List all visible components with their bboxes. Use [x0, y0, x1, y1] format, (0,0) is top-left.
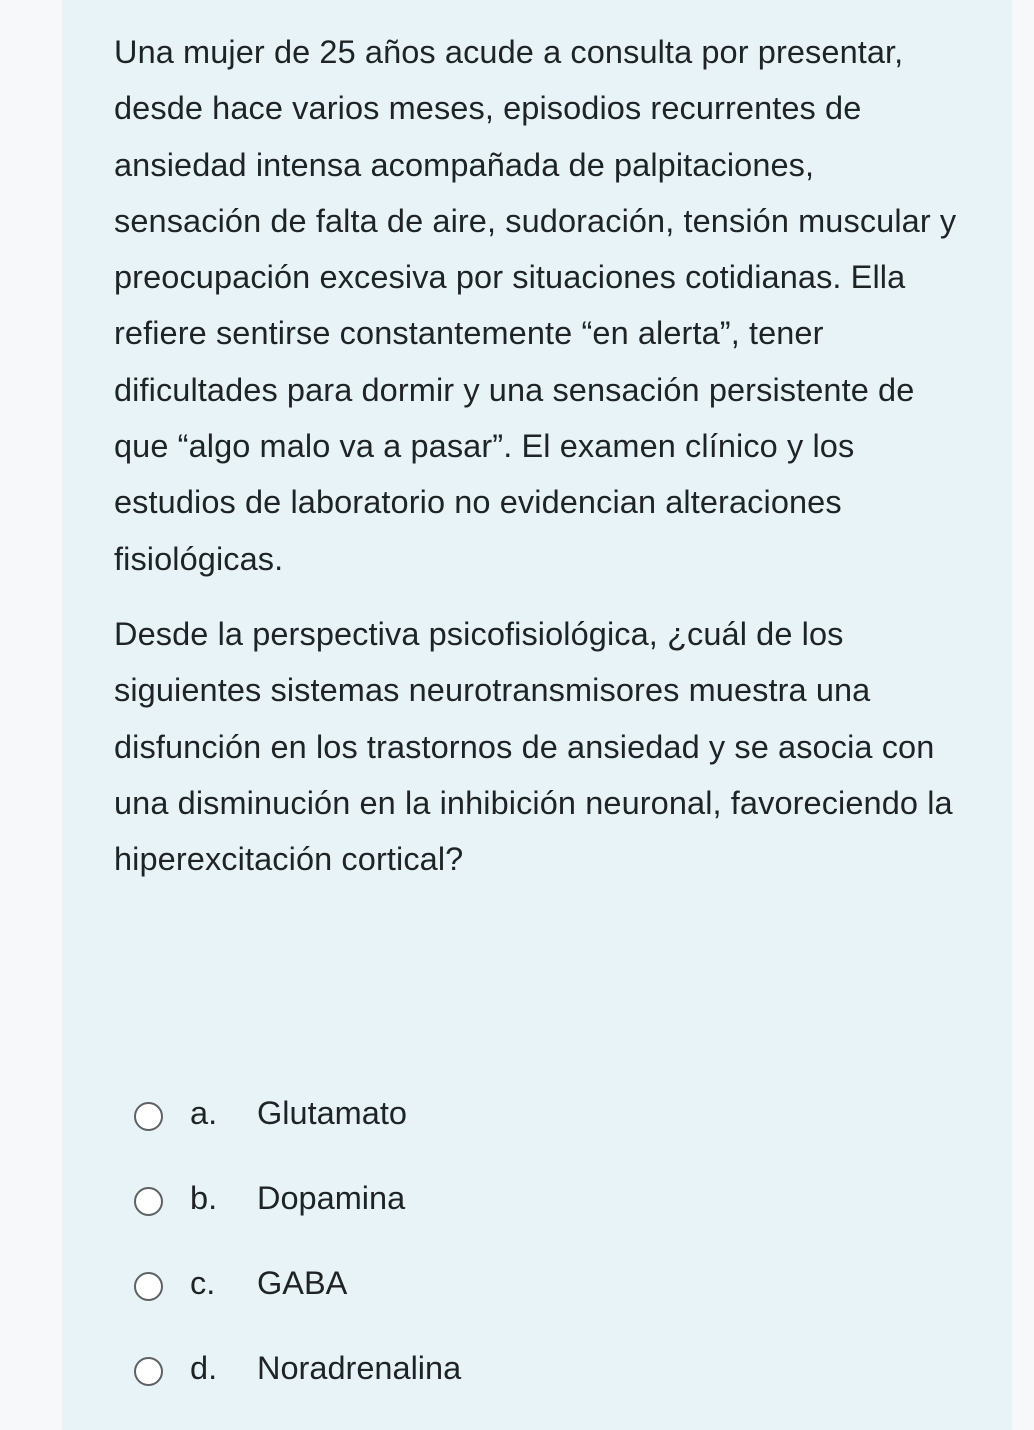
answer-letter-c: c.	[190, 1265, 216, 1301]
answer-option-d[interactable]	[134, 1341, 934, 1426]
radio-button-b[interactable]	[134, 1187, 163, 1216]
question-prompt: Desde la perspectiva psicofisiológica, ¿cuál de los siguientes sistemas neurotransmisores muestra una disfunción en los trastornos de ansiedad y se asocia con una disminución en la inhibición neuronal, favoreciendo la hiperexcitación cortical?	[114, 615, 953, 878]
radio-button-d[interactable]	[134, 1357, 163, 1386]
question-text	[114, 24, 964, 887]
answer-option-c[interactable]	[134, 1256, 934, 1341]
answer-option-b[interactable]	[134, 1171, 934, 1256]
answer-label-a: Glutamato	[257, 1095, 407, 1131]
radio-button-a[interactable]	[134, 1102, 163, 1131]
answer-letter-b: b.	[190, 1180, 218, 1216]
answer-option-a[interactable]	[134, 1086, 934, 1171]
answer-label-b: Dopamina	[257, 1180, 406, 1216]
answer-list	[134, 1086, 934, 1426]
answer-letter-a: a.	[190, 1095, 218, 1131]
answer-letter-d: d.	[190, 1350, 218, 1386]
question-stem: Una mujer de 25 años acude a consulta por presentar, desde hace varios meses, episodios recurrentes de ansiedad intensa acompañada de palpitaciones, sensación de falta de aire, sudoración, tensión muscular y preocupación excesiva por situaciones cotidianas. Ella refiere sentirse constantemente “en alerta”, tener dificultades para dormir y una sensación persistente de que “algo malo va a pasar”. El examen clínico y los estudios de laboratorio no evidencian alteraciones fisiológicas.	[114, 34, 957, 577]
answer-label-d: Noradrenalina	[257, 1350, 462, 1386]
radio-button-c[interactable]	[134, 1272, 163, 1301]
answer-label-c: GABA	[257, 1265, 348, 1301]
